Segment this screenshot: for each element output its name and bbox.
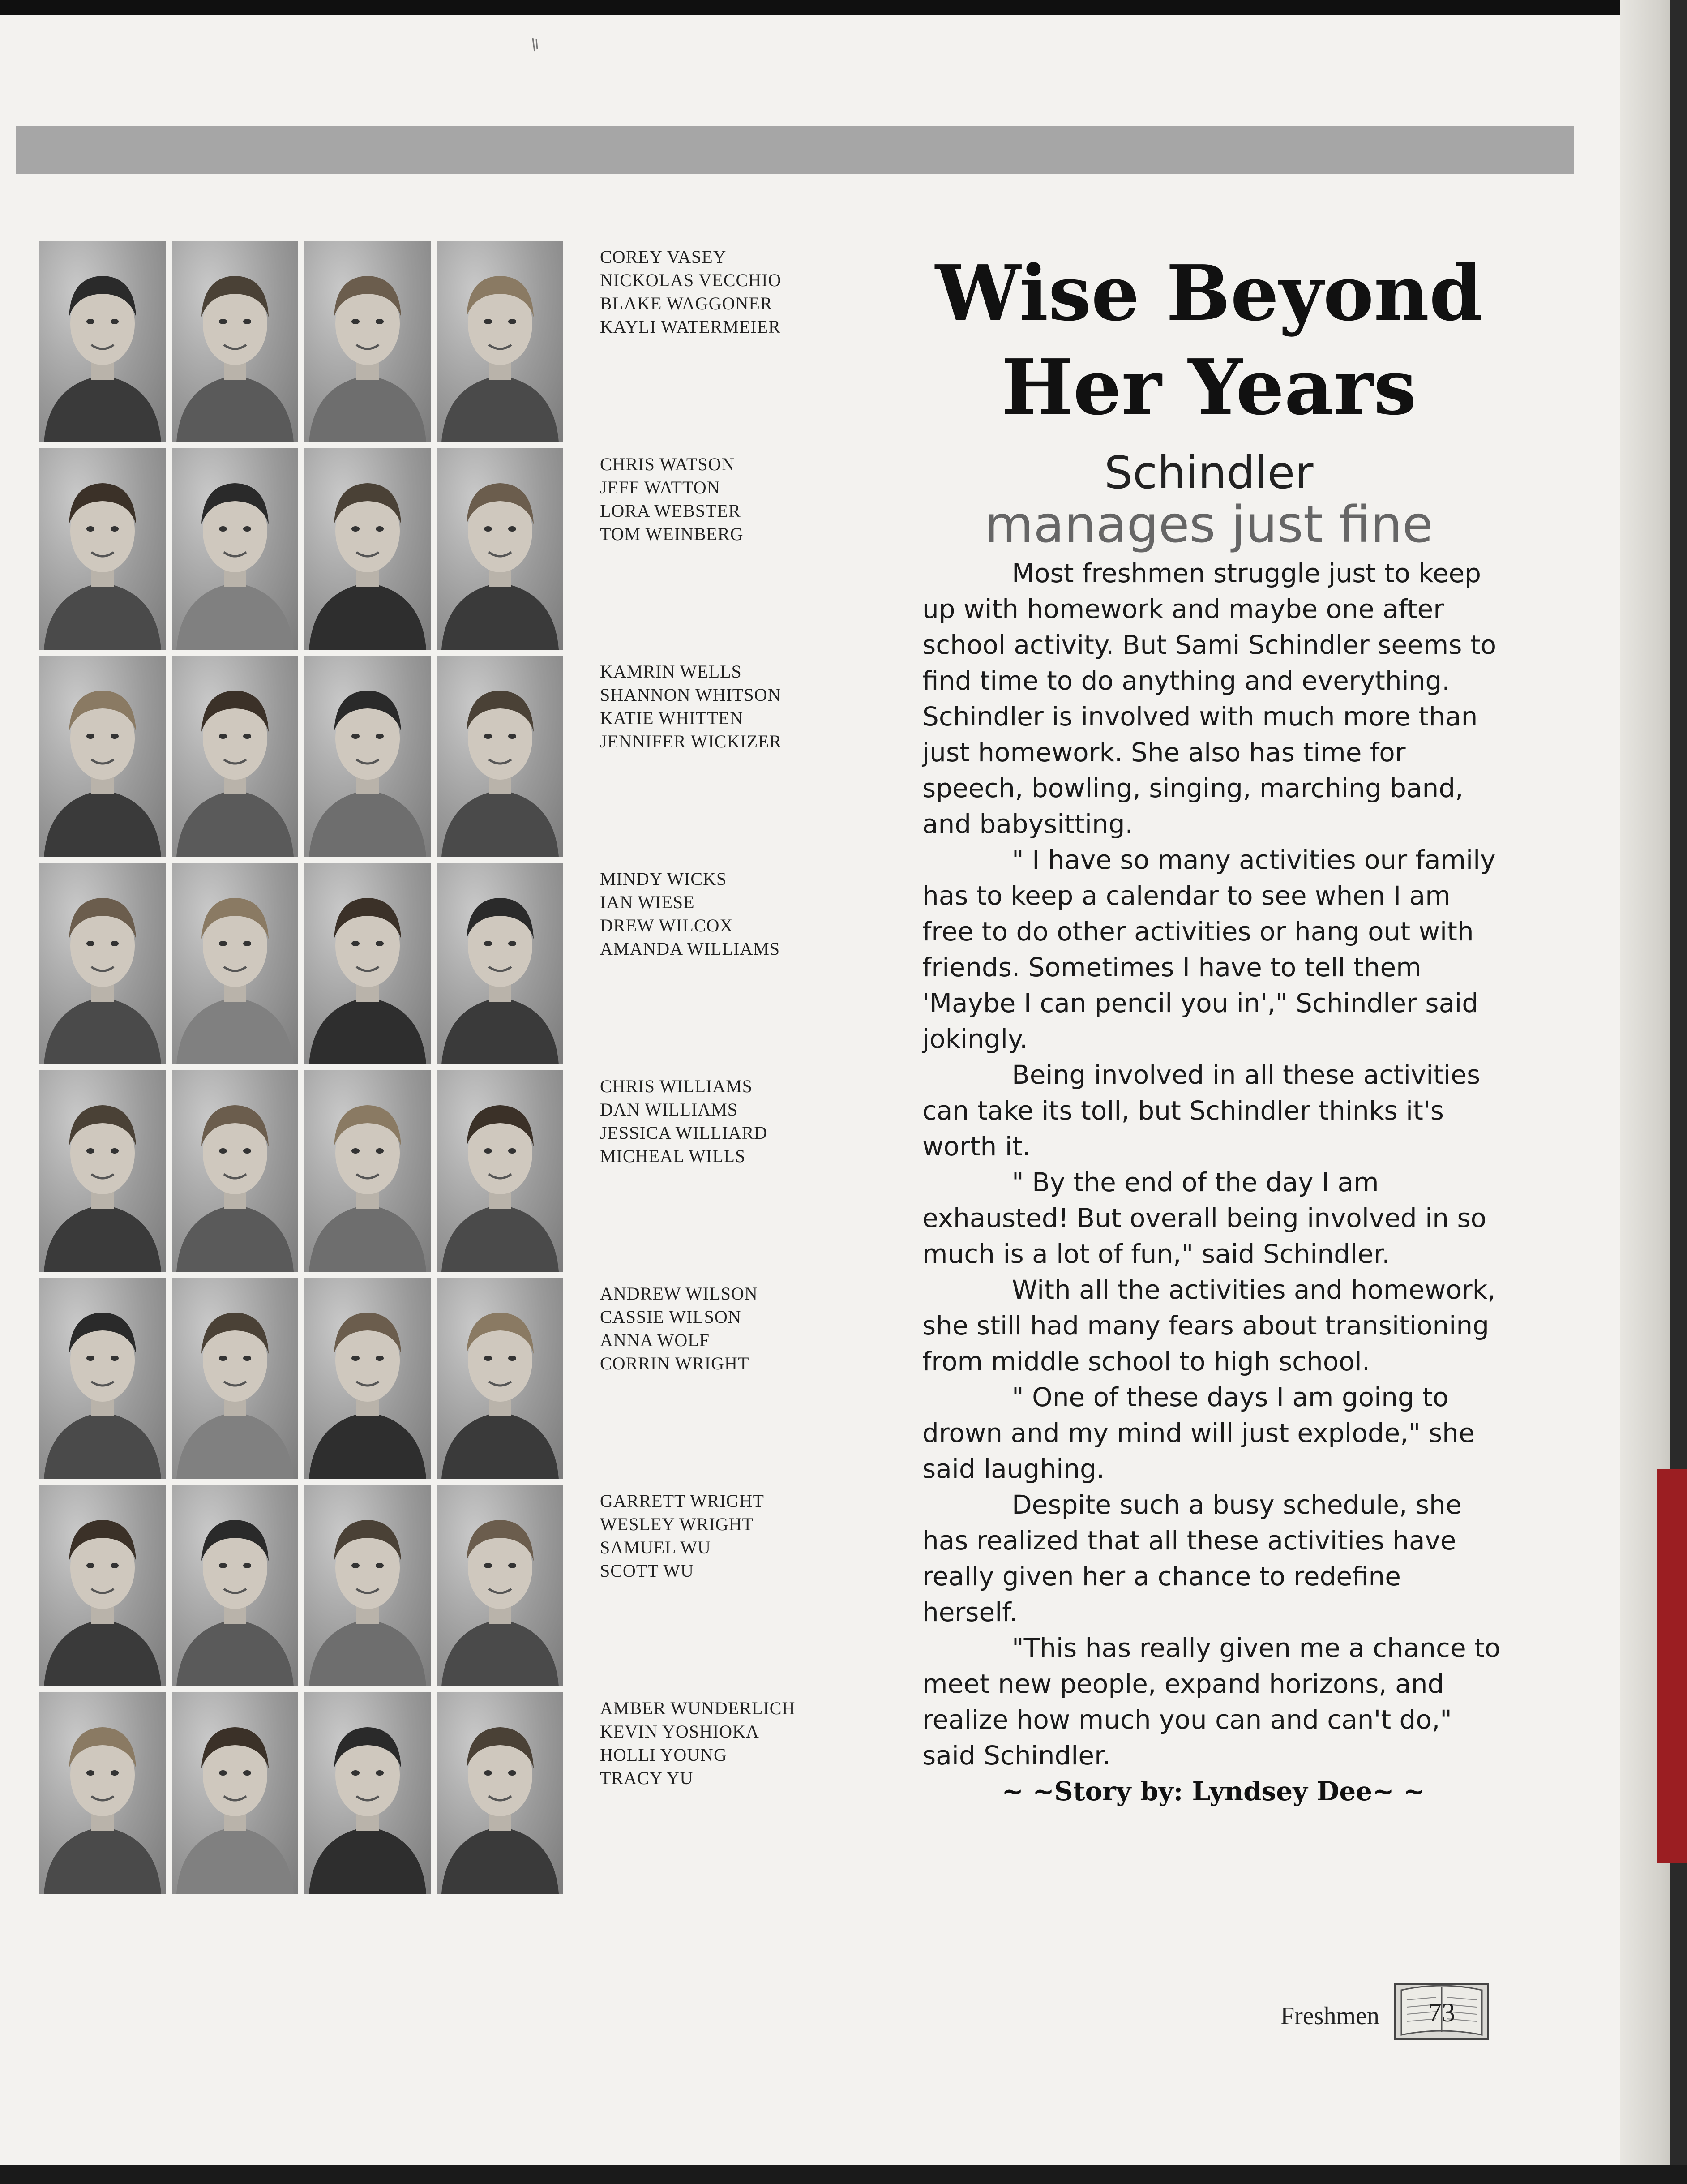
student-name: GARRETT WRIGHT (600, 1491, 764, 1511)
student-name: KATIE WHITTEN (600, 708, 743, 728)
student-portrait (304, 241, 431, 442)
student-portrait (39, 448, 166, 650)
student-name: AMANDA WILLIAMS (600, 939, 780, 959)
student-portrait (437, 656, 563, 857)
photo-row (39, 1485, 568, 1686)
portrait-photo (304, 863, 431, 1064)
portrait-photo (172, 863, 298, 1064)
photo-row (39, 656, 568, 857)
student-portrait (304, 1485, 431, 1686)
student-portrait (172, 1070, 298, 1272)
subheadline-line-2: manages just fine (985, 496, 1433, 554)
student-portrait (172, 863, 298, 1064)
student-portrait (437, 1692, 563, 1894)
student-portrait (39, 1070, 166, 1272)
photo-row (39, 448, 568, 650)
portrait-photo (437, 656, 563, 857)
name-group (600, 1697, 833, 1790)
student-portrait (39, 1692, 166, 1894)
portrait-photo (437, 448, 563, 650)
student-portrait (437, 1070, 563, 1272)
student-name: KEVIN YOSHIOKA (600, 1721, 759, 1742)
story-paragraph: " By the end of the day I am exhausted! But overall being involved in so much is a lot of fun," said Schindler. (922, 1167, 1487, 1269)
student-portrait (172, 448, 298, 650)
story-paragraph: " I have so many activities our family has to keep a calendar to see when I am free to do other activities or hang out with friends. Sometimes I have to tell them 'Maybe I can pencil you in'," Schindler said jokingly. (922, 845, 1496, 1054)
student-portrait (304, 863, 431, 1064)
portrait-photo (172, 656, 298, 857)
student-portrait (172, 241, 298, 442)
student-portrait (304, 1070, 431, 1272)
portrait-photo (39, 241, 166, 442)
portrait-photo (437, 1070, 563, 1272)
student-portrait (39, 241, 166, 442)
student-portrait (172, 656, 298, 857)
story-paragraph: " One of these days I am going to drown and my mind will just explode," she said laughing. (922, 1382, 1475, 1484)
portrait-photo (304, 1278, 431, 1479)
name-group (600, 453, 833, 546)
portrait-photo (437, 1278, 563, 1479)
portrait-photo (39, 1485, 166, 1686)
student-name: MICHEAL WILLS (600, 1146, 746, 1166)
story-paragraph: Most freshmen struggle just to keep up with homework and maybe one after school activity. But Sami Schindler seems to find time to do anything and everything. Schindler is involved with much more than just homework. She also has time for speech, bowling, singing, marching band, and babysitting. (922, 558, 1497, 839)
student-portrait (39, 863, 166, 1064)
student-name: KAYLI WATERMEIER (600, 317, 781, 337)
portrait-photo (304, 1070, 431, 1272)
portrait-photo (172, 241, 298, 442)
page-bottom-edge (0, 2165, 1687, 2184)
student-portrait (304, 1692, 431, 1894)
student-name: SCOTT WU (600, 1561, 694, 1581)
student-name: CASSIE WILSON (600, 1307, 741, 1327)
student-name: CHRIS WATSON (600, 454, 735, 474)
student-name: SHANNON WHITSON (600, 685, 781, 705)
portrait-photo (172, 1278, 298, 1479)
subheadline-line-1: Schindler (1104, 446, 1314, 499)
red-section-tab (1657, 1469, 1687, 1863)
student-name: WESLEY WRIGHT (600, 1514, 754, 1534)
student-name: JENNIFER WICKIZER (600, 731, 782, 751)
headline-line-1: Wise Beyond (935, 249, 1483, 338)
student-name: LORA WEBSTER (600, 501, 741, 521)
portrait-photo (39, 448, 166, 650)
name-group (600, 1075, 833, 1168)
student-name: KAMRIN WELLS (600, 661, 742, 682)
student-name: IAN WIESE (600, 892, 695, 912)
student-name: MINDY WICKS (600, 869, 727, 889)
photo-row (39, 241, 568, 442)
page-number: 73 (1428, 1998, 1455, 2027)
photo-row (39, 1692, 568, 1894)
student-portrait (304, 448, 431, 650)
portrait-photo (437, 1692, 563, 1894)
portrait-photo (172, 1692, 298, 1894)
student-portrait (304, 1278, 431, 1479)
name-group (600, 245, 833, 339)
portrait-photo (172, 1070, 298, 1272)
student-portrait (437, 863, 563, 1064)
portrait-photo (437, 241, 563, 442)
student-portrait (172, 1278, 298, 1479)
story-paragraph: With all the activities and homework, she still had many fears about transitioning from middle school to high school. (922, 1274, 1496, 1377)
portrait-photo (304, 656, 431, 857)
student-portrait (304, 656, 431, 857)
student-portrait (39, 656, 166, 857)
portrait-photo (39, 1278, 166, 1479)
student-name: SAMUEL WU (600, 1537, 711, 1558)
student-name: COREY VASEY (600, 247, 727, 267)
headline-line-2: Her Years (1001, 343, 1417, 432)
story-paragraph: Despite such a busy schedule, she has realized that all these activities have really given her a chance to redefine herself. (922, 1489, 1462, 1627)
story-paragraph: Being involved in all these activities can take its toll, but Schindler thinks it's worth it. (922, 1060, 1481, 1162)
student-portrait (437, 448, 563, 650)
footer-section-label: Freshmen (1280, 2002, 1379, 2030)
portrait-photo (304, 1485, 431, 1686)
name-group (600, 660, 833, 753)
portrait-photo (39, 1692, 166, 1894)
name-group (600, 1282, 833, 1375)
story-body (922, 555, 1504, 1809)
student-name: NICKOLAS VECCHIO (600, 270, 782, 290)
name-group (600, 1489, 833, 1583)
portrait-photo (39, 863, 166, 1064)
portrait-photo (172, 448, 298, 650)
student-portrait (172, 1485, 298, 1686)
student-name: HOLLI YOUNG (600, 1745, 727, 1765)
smudge-mark (528, 36, 542, 54)
student-portrait (39, 1485, 166, 1686)
student-name: CHRIS WILLIAMS (600, 1076, 753, 1096)
student-name: DREW WILCOX (600, 915, 733, 935)
student-name: DAN WILLIAMS (600, 1099, 738, 1120)
student-name: CORRIN WRIGHT (600, 1353, 749, 1373)
portrait-photo (437, 863, 563, 1064)
student-portrait (437, 1485, 563, 1686)
student-portrait (172, 1692, 298, 1894)
student-name: AMBER WUNDERLICH (600, 1698, 796, 1718)
student-name: ANDREW WILSON (600, 1283, 758, 1304)
student-portrait (39, 1278, 166, 1479)
page-top-edge (0, 0, 1687, 15)
story-paragraph: "This has really given me a chance to meet new people, expand horizons, and realize how much you can and can't do," said Schindler. (922, 1633, 1501, 1771)
student-name: BLAKE WAGGONER (600, 293, 773, 313)
student-name: TRACY YU (600, 1768, 694, 1788)
story-byline: ~ ~Story by: Lyndsey Dee~ ~ (1002, 1776, 1425, 1806)
student-name: JEFF WATTON (600, 477, 720, 498)
student-portrait (437, 1278, 563, 1479)
student-portrait (437, 241, 563, 442)
portrait-photo (39, 1070, 166, 1272)
portrait-photo (304, 1692, 431, 1894)
name-group (600, 867, 833, 961)
student-name: TOM WEINBERG (600, 524, 744, 544)
portrait-photo (437, 1485, 563, 1686)
photo-row (39, 1070, 568, 1272)
student-name: JESSICA WILLIARD (600, 1123, 768, 1143)
header-gray-band (16, 126, 1574, 174)
student-name: ANNA WOLF (600, 1330, 710, 1350)
portrait-photo (172, 1485, 298, 1686)
portrait-photo (304, 241, 431, 442)
photo-row (39, 1278, 568, 1479)
portrait-photo (304, 448, 431, 650)
photo-row (39, 863, 568, 1064)
portrait-photo (39, 656, 166, 857)
